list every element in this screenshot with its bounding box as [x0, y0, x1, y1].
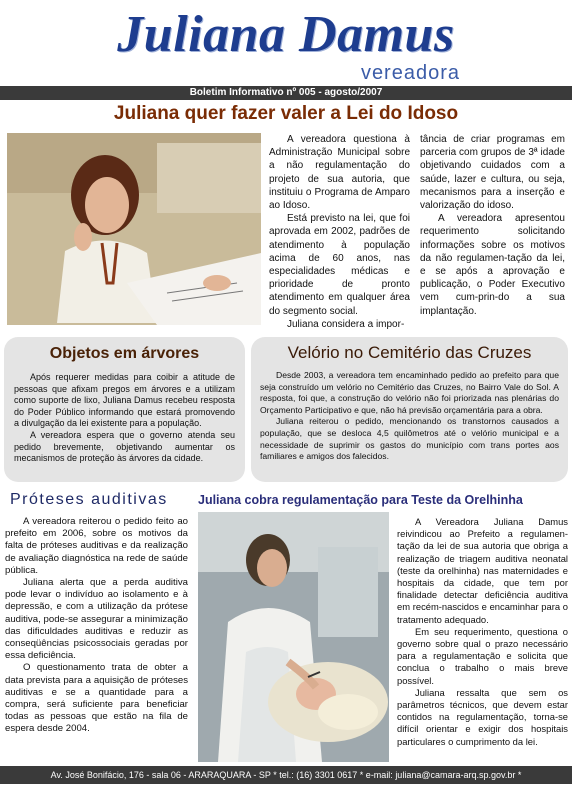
wake-title: Velório no Cemitério das Cruzes [287, 343, 532, 362]
trees-box [4, 337, 245, 482]
hearing-text [5, 516, 188, 736]
lead-paragraph: A vereadora apresentou requerimento solicitando informações sobre os motivos da não regulamen-tação da lei, e se após a aprovação e publicação, o Poder Executivo vem cum-prin-do a sua implantação. [420, 213, 565, 317]
ear-test-title: Juliana cobra regulamentação para Teste da Orelhinha [198, 493, 523, 507]
lead-paragraph: tância de criar programas em parceria com grupos de 3ª idade objetivando cuidados com a saúde, lazer e cultura, ou seja, mecanismos para a inserção e valorização do idoso. [420, 134, 565, 212]
lead-column-1 [269, 133, 410, 331]
hearing-paragraph: O questionamento trata de obter a data prevista para a aquisição de próteses auditivas e se a quantidade para a compra, será suficiente para beneficiar todas as pessoas que estão na fila de espera desde 2004. [5, 662, 188, 735]
wake-paragraph: Juliana reiterou o pedido, mencionando os transtornos causados a população, que se desloca 4,5 quilômetros até o velório municipal e a necessidade de suprimir os gastos do município com trans portes aos familiares e amigos dos falecidos. [260, 416, 559, 462]
trees-paragraph: A vereadora espera que o governo atenda seu pedido brevemente, objetivando aumentar os mecanismos de proteção às árvores da cidade. [14, 429, 235, 464]
trees-text [4, 363, 245, 465]
masthead-title: Juliana Damus [117, 6, 455, 63]
ear-test-photo [198, 512, 389, 762]
lead-photo [7, 133, 261, 325]
wake-box [251, 337, 568, 482]
trees-paragraph: Após requerer medidas para coibir a atitude de pessoas que afixam pregos em árvores e a utilizam como suporte de lixo, Juliana Damus recebeu resposta do Poder Público informando que estará promovendo a divulgação da lei existente para a população. [14, 372, 235, 429]
hearing-paragraph: Juliana alerta que a perda auditiva pode levar o indivíduo ao isolamento e à depressão, e com a utilização da prótese auditiva, pode-se assegurar a minimização das dificuldades auditivas e reduzir as conseqüências psicossociais geradas por essa deficiência. [5, 577, 188, 662]
hearing-title: Próteses auditivas [10, 491, 168, 508]
masthead-subtitle: vereadora [360, 62, 460, 84]
wake-paragraph: Desde 2003, a vereadora tem encaminhado pedido ao prefeito para que seja construído um velório no Cemitério das Cruzes, no Bairro Vale do Sol. A resposta, foi que, a construção do velório não foi priorizada nas plenárias do Orçamento Participativo e que, não há previsão orçamentária para a obra. [260, 370, 559, 415]
ear-test-paragraph: Em seu requerimento, questiona o governo sobre qual o prazo necessário para a regulamentação e solicita que conclua o trabalho o mais breve possível. [397, 625, 568, 686]
trees-title: Objetos em árvores [49, 345, 200, 362]
lead-paragraph: Juliana considera a impor- [287, 318, 405, 330]
lead-headline: Juliana quer fazer valer a Lei do Idoso [113, 103, 459, 124]
ear-test-paragraph: A Vereadora Juliana Damus reivindicou ao Prefeito a regulamen-tação da lei de sua autoria que obriga a realização de triagem auditiva neonatal (teste da orelhinha) nas maternidades e hospitais da cidade, que tem por finalidade detectar deficiência auditiva em recém-nascidos e encaminhar para o tratamento adequado. [397, 516, 568, 625]
bulletin-bar: Boletim Informativo nº 005 - agosto/2007 [0, 86, 572, 100]
footer-contact: Av. José Bonifácio, 176 - sala 06 - ARARAQUARA - SP * tel.: (16) 3301 0617 * e-mail: juliana@camara-arq.sp.gov.br * www.julianadamus.com.br [0, 766, 572, 784]
newborn-exam-photo [198, 512, 389, 762]
ear-test-paragraph: Juliana ressalta que sem os parâmetros técnicos, que devem estar contidos na regulamentação, torna-se difícil orientar e exigir dos hospitais particulares o cumprimento da lei. [397, 686, 568, 747]
lead-paragraph: Está previsto na lei, que foi aprovada em 2002, padrões de atendimento à população acima de 60 anos, nas especialidades médicas e prioridade de pronto atendimento em qualquer área do segmento social. [269, 213, 410, 317]
hearing-paragraph: A vereadora reiterou o pedido feito ao prefeito em 2006, sobre os motivos da falta de próteses auditivas e da realização de avaliação diagnóstica na rede de saúde pública. [5, 516, 188, 576]
woman-writing-photo [7, 133, 261, 325]
lead-column-2 [420, 133, 565, 318]
lead-paragraph: A vereadora questiona à Administração Municipal sobre a não regulamentação do projeto de sua autoria, que instituiu o Programa de Amparo ao Idoso. [269, 134, 410, 212]
wake-text [251, 363, 568, 463]
ear-test-text [397, 516, 568, 748]
